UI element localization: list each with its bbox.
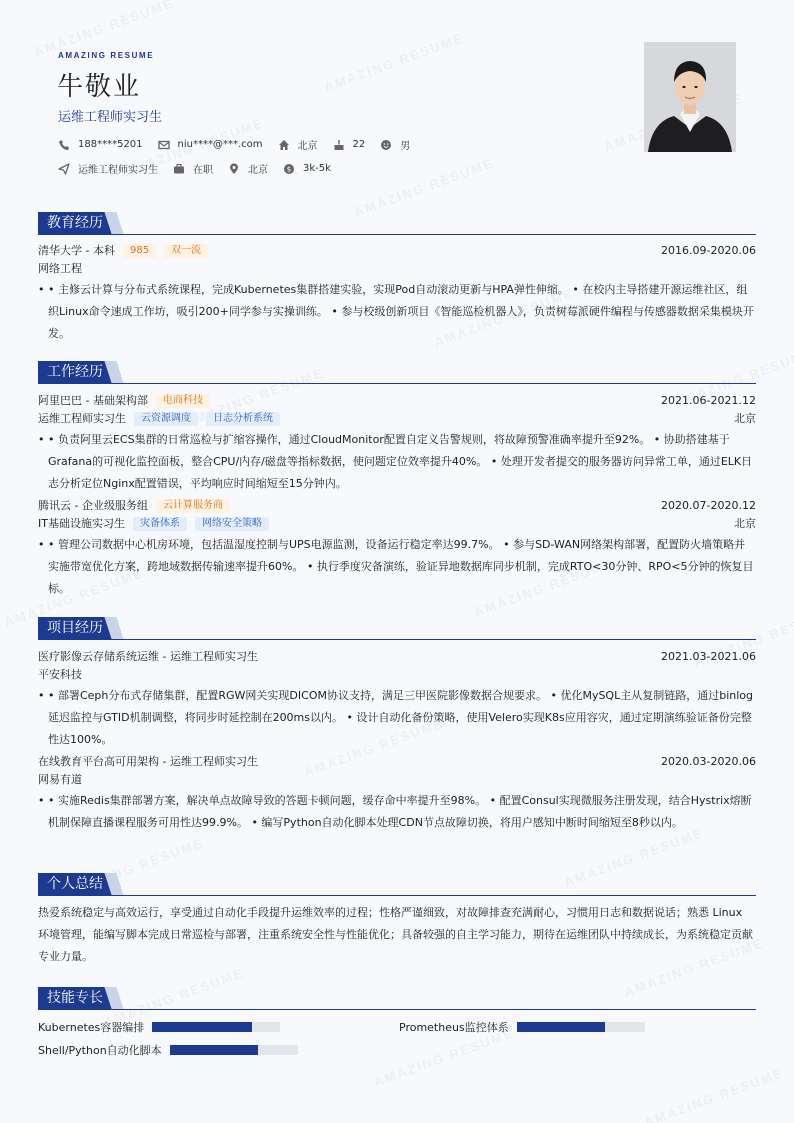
work-tag: 网络安全策略	[195, 517, 269, 531]
education-tag: 985	[123, 244, 156, 258]
phone-item	[58, 139, 143, 151]
work-desc-text: • 管理公司数据中心机房环境，包括温湿度控制与UPS电源监测，设备运行稳定率达99.7%。 • 参与SD-WAN网络架构部署，配置防火墙策略并实施带宽优化方案，跨地域数据传输速率提升60%。 • 执行季度灾备演练，验证异地数据库同步机制，完成RTO<30分钟、RPO<5分钟的恢复目标。	[48, 538, 754, 595]
section-title: 个人总结	[38, 873, 112, 895]
section-header	[38, 212, 756, 235]
age-item	[333, 139, 366, 151]
email-item	[158, 139, 263, 151]
work-header-row	[38, 497, 756, 515]
project-date: 2020.03-2020.06	[661, 755, 756, 768]
role-name: 运维工程师实习生	[38, 412, 126, 425]
project-company-row	[38, 666, 756, 684]
project-section	[38, 617, 756, 834]
project-title: 医疗影像云存储系统运维 - 运维工程师实习生	[38, 650, 258, 663]
project-company-row	[38, 771, 756, 789]
project-description	[38, 790, 756, 834]
city-item	[278, 137, 318, 152]
age-text: 22	[352, 139, 366, 150]
intent-row	[58, 161, 346, 176]
section-title: 技能专长	[38, 987, 112, 1009]
work-header-row	[38, 392, 756, 410]
education-date: 2016.09-2020.06	[661, 244, 756, 257]
work-role-row	[38, 410, 756, 428]
home-icon	[278, 139, 290, 151]
contact-row	[58, 137, 425, 152]
bullet-dot: •	[38, 433, 45, 446]
skill-name: Prometheus监控体系	[399, 1021, 509, 1034]
summary-text: 热爱系统稳定与高效运行，享受通过自动化手段提升运维效率的过程；性格严谨细致，对故障排查充满耐心，习惯用日志和数据说话；熟悉 Linux 环境管理，能编写脚本完成日常巡检与部署，注重系统安全性与性能优化；具备较强的自主学习能力，期待在运维团队中持续成长，为系统稳定贡献专业力量。	[38, 906, 753, 963]
gender-item	[380, 137, 410, 152]
profile-photo	[644, 42, 736, 152]
money-icon	[283, 163, 295, 175]
section-header	[38, 361, 756, 384]
work-section	[38, 361, 756, 600]
work-description	[38, 429, 756, 495]
work-description	[38, 534, 756, 600]
work-location: 北京	[734, 412, 756, 425]
location-pin-icon	[228, 163, 240, 175]
status-text: 在职	[193, 165, 213, 176]
project-header-row	[38, 648, 756, 666]
school-name: 清华大学 - 本科	[38, 244, 115, 257]
section-header	[38, 873, 756, 896]
work-tag: 日志分析系统	[206, 412, 280, 426]
industry-tag: 电商科技	[156, 394, 210, 408]
skill-bar-fill	[152, 1022, 252, 1032]
skill-bar	[170, 1045, 298, 1055]
salary-text: 3k-5k	[303, 163, 331, 174]
skills-section	[38, 987, 756, 1010]
smiley-icon	[380, 139, 392, 151]
work-tag: 云资源调度	[134, 412, 198, 426]
work-location: 北京	[734, 517, 756, 530]
skill-item	[38, 1019, 280, 1035]
skill-bar	[517, 1022, 645, 1032]
education-desc-text: • 主修云计算与分布式系统课程，完成Kubernetes集群搭建实验，实现Pod自动滚动更新与HPA弹性伸缩。 • 在校内主导搭建开源运维社区，组织Linux命令速成工作坊，吸引200+同学参与实操训练。 • 参与校级创新项目《智能巡检机器人》，负责树莓派硬件编程与传感器数据采集模块开发。	[48, 283, 754, 340]
svg-text:$: $	[286, 165, 292, 174]
work-date: 2021.06-2021.12	[661, 394, 756, 407]
project-company: 平安科技	[38, 668, 82, 681]
candidate-title: 运维工程师实习生	[58, 110, 163, 125]
cake-icon	[333, 139, 345, 151]
company-name: 腾讯云 - 企业级服务组	[38, 499, 148, 512]
status-item	[173, 161, 213, 176]
skill-item	[399, 1019, 645, 1035]
work-tag: 灾备体系	[133, 517, 187, 531]
summary-section	[38, 873, 756, 968]
briefcase-icon	[173, 163, 185, 175]
section-header	[38, 987, 756, 1010]
major-row	[38, 260, 756, 278]
major-name: 网络工程	[38, 262, 82, 275]
education-header-row	[38, 242, 756, 260]
city-text: 北京	[297, 141, 318, 152]
skill-bar	[152, 1022, 280, 1032]
email-icon	[158, 139, 170, 151]
education-description	[38, 279, 756, 345]
project-date: 2021.03-2021.06	[661, 650, 756, 663]
bullet-dot: •	[38, 794, 45, 807]
skill-bar-fill	[517, 1022, 605, 1032]
email-text: niu****@***.com	[177, 139, 263, 150]
intent-text: 运维工程师实习生	[78, 165, 158, 176]
skill-item	[38, 1042, 298, 1058]
section-title: 教育经历	[38, 212, 112, 234]
salary-item	[283, 163, 331, 175]
intent-city-item	[228, 161, 268, 176]
gender-text: 男	[400, 141, 411, 152]
project-desc-text: • 部署Ceph分布式存储集群，配置RGW网关实现DICOM协议支持，满足三甲医院影像数据合规要求。 • 优化MySQL主从复制链路，通过binlog延迟监控与GTID机制调整，将同步时延控制在200ms以内。 • 设计自动化备份策略，使用Velero实现K8s应用容灾，通过定期演练验证备份完整性达100%。	[48, 689, 754, 746]
skill-bar-fill	[170, 1045, 258, 1055]
project-desc-text: • 实施Redis集群部署方案，解决单点故障导致的答题卡顿问题，缓存命中率提升至98%。 • 配置Consul实现微服务注册发现，结合Hystrix熔断机制保障直播课程服务可用性达99.9%。 • 编写Python自动化脚本处理CDN节点故障切换，将用户感知中断时间缩短至8秒以内。	[48, 794, 752, 829]
phone-icon	[58, 139, 70, 151]
section-title: 项目经历	[38, 617, 112, 639]
skill-name: Shell/Python自动化脚本	[38, 1044, 162, 1057]
education-tag: 双一流	[164, 244, 208, 258]
send-icon	[58, 163, 70, 175]
phone-text: 188****5201	[78, 139, 143, 150]
intent-city-text: 北京	[248, 165, 268, 176]
work-desc-text: • 负责阿里云ECS集群的日常巡检与扩缩容操作，通过CloudMonitor配置自定义告警规则，将故障预警准确率提升至92%。 • 协助搭建基于Grafana的可视化监控面板，整合CPU/内存/磁盘等指标数据，使问题定位效率提升40%。 • 处理开发者提交的服务器访问异常工单，通过ELK日志分析定位Nginx配置错误，平均响应时间缩短至15分钟内。	[48, 433, 753, 490]
project-title: 在线教育平台高可用架构 - 运维工程师实习生	[38, 755, 258, 768]
skill-name: Kubernetes容器编排	[38, 1021, 145, 1034]
bullet-dot: •	[38, 538, 45, 551]
bullet-dot: •	[38, 689, 45, 702]
company-name: 阿里巴巴 - 基础架构部	[38, 394, 148, 407]
section-header	[38, 617, 756, 640]
industry-tag: 云计算服务商	[156, 499, 230, 513]
brand-label: AMAZING RESUME	[58, 51, 155, 60]
project-company: 网易有道	[38, 773, 82, 786]
work-date: 2020.07-2020.12	[661, 499, 756, 512]
project-header-row	[38, 753, 756, 771]
work-role-row	[38, 515, 756, 533]
role-name: IT基础设施实习生	[38, 517, 125, 530]
project-description	[38, 685, 756, 751]
education-section	[38, 212, 756, 345]
bullet-dot: •	[38, 283, 45, 296]
candidate-name: 牛敬业	[57, 72, 142, 102]
section-title: 工作经历	[38, 361, 112, 383]
intent-item	[58, 161, 158, 176]
